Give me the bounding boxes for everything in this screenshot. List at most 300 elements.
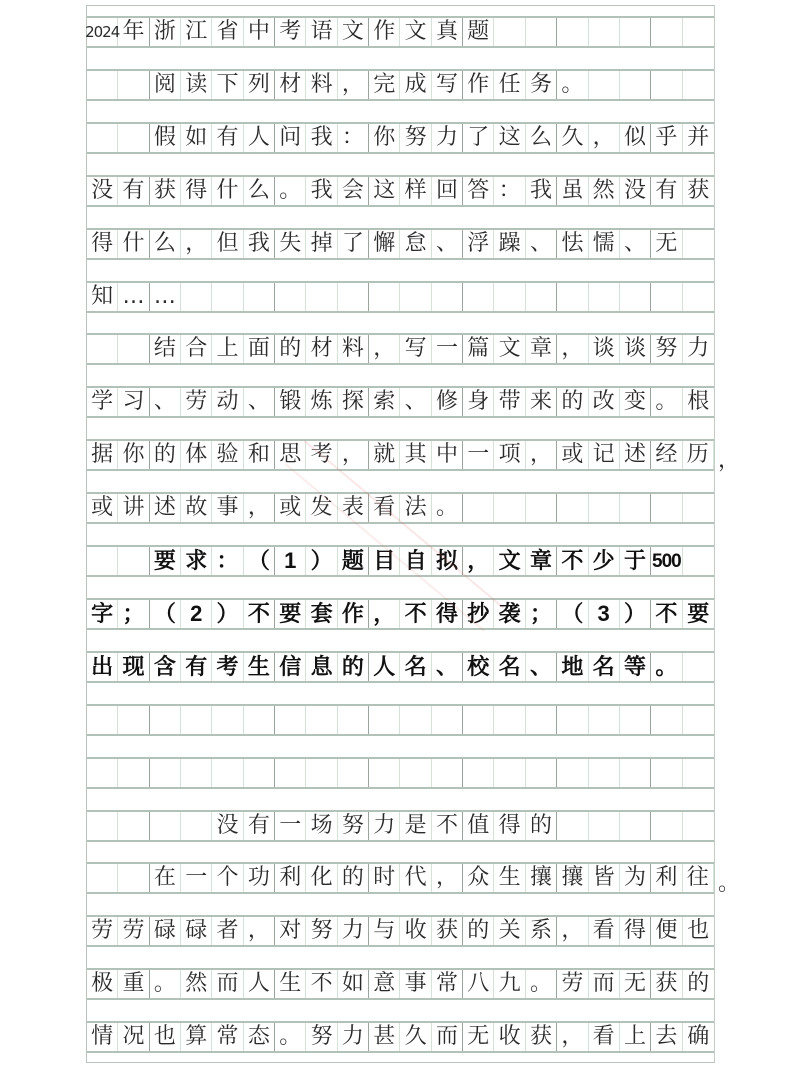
grid-cell: 有 (244, 812, 275, 840)
grid-cell: 皆 (589, 864, 620, 892)
grid-cell (87, 547, 118, 575)
grid-cell: 考 (212, 653, 243, 681)
grid-cell (338, 706, 369, 734)
grid-cell (369, 706, 400, 734)
grid-cell (463, 706, 494, 734)
grid-cell (557, 18, 588, 46)
grid-cell: 不 (244, 600, 275, 628)
grid-cell: ， (432, 864, 463, 892)
grid-cell: 什 (118, 230, 149, 258)
grid-cell (526, 494, 557, 522)
grid-cell (651, 706, 682, 734)
grid-cell: 读 (181, 71, 212, 99)
grid-cell: 文 (494, 335, 525, 363)
grid-cell: 修 (432, 388, 463, 416)
grid-cell (683, 759, 714, 787)
grid-cell: 江 (181, 18, 212, 46)
grid-cell: 索 (369, 388, 400, 416)
grid-cell: … (150, 283, 181, 311)
grid-cell: 久 (557, 124, 588, 152)
grid-cell (181, 706, 212, 734)
grid-cell: 懈 (369, 230, 400, 258)
grid-cell: 我 (244, 230, 275, 258)
grid-cell: 。 (275, 177, 306, 205)
grid-cell: 述 (150, 494, 181, 522)
grid-cell: 甚 (369, 1023, 400, 1051)
grid-cell: 收 (400, 917, 431, 945)
grid-cell: 。 (432, 494, 463, 522)
grid-cell: 是 (400, 812, 431, 840)
grid-cell: ， (557, 917, 588, 945)
grid-cell: 文 (400, 18, 431, 46)
grid-cell: 的 (150, 441, 181, 469)
grid-cell: 、 (526, 230, 557, 258)
grid-cell (306, 706, 337, 734)
grid-cell: 作 (463, 71, 494, 99)
grid-cell: 你 (369, 124, 400, 152)
grid-cell: … (118, 283, 149, 311)
grid-cell: 无 (620, 970, 651, 998)
grid-cell: 如 (338, 970, 369, 998)
grid-cell: ， (181, 230, 212, 258)
grid-cell: 在 (150, 864, 181, 892)
grid-cell: 态 (244, 1023, 275, 1051)
grid-cell: 现 (118, 653, 149, 681)
grid-row (87, 69, 714, 101)
grid-cell: 值 (463, 812, 494, 840)
grid-cell (557, 706, 588, 734)
grid-cell: 的 (557, 388, 588, 416)
grid-cell: 掉 (306, 230, 337, 258)
grid-cell: 作 (369, 18, 400, 46)
grid-cell: 生 (494, 864, 525, 892)
grid-cell: 获 (526, 1023, 557, 1051)
grid-cell: ） (306, 547, 337, 575)
grid-row (87, 862, 741, 897)
grid-cell (150, 706, 181, 734)
grid-cell (526, 759, 557, 787)
grid-cell: 章 (526, 547, 557, 575)
grid-cell (181, 812, 212, 840)
grid-cell: 务 (526, 71, 557, 99)
grid-cell: 样 (400, 177, 431, 205)
grid-cell: 1 (275, 547, 306, 575)
grid-cell: 的 (338, 653, 369, 681)
grid-cell: 我 (526, 177, 557, 205)
grid-cell: 怠 (400, 230, 431, 258)
grid-row (87, 968, 714, 1000)
composition-grid-paper (85, 5, 741, 1063)
grid-cell: 利 (651, 864, 682, 892)
grid-cell (589, 71, 620, 99)
grid-cell: 看 (589, 917, 620, 945)
grid-row (87, 651, 714, 683)
grid-cell: 无 (463, 1023, 494, 1051)
grid-cell: 出 (87, 653, 118, 681)
overflow-punctuation: 。 (718, 871, 741, 897)
grid-cell: 利 (275, 864, 306, 892)
grid-cell: 考 (275, 18, 306, 46)
grid-cell: 力 (687, 336, 710, 362)
grid-cell: 得 (494, 812, 525, 840)
grid-cell: 懦 (589, 230, 620, 258)
grid-cell: 常 (212, 1023, 243, 1051)
grid-cell: 什 (212, 177, 243, 205)
grid-cell: 锻 (275, 388, 306, 416)
grid-row (87, 175, 714, 207)
grid-cell: 发 (306, 494, 337, 522)
grid-cell: 袭 (494, 600, 525, 628)
grid-cell: 努 (306, 1023, 337, 1051)
grid-cell (275, 283, 306, 311)
grid-cell (244, 706, 275, 734)
grid-cell (651, 283, 682, 311)
grid-cell (683, 18, 714, 46)
grid-cell: 字 (87, 600, 118, 628)
grid-cell: 料 (306, 71, 337, 99)
grid-cell (651, 759, 682, 787)
grid-cell: 名 (494, 653, 525, 681)
grid-cell (683, 547, 714, 575)
grid-cell: 要 (275, 600, 306, 628)
grid-cell (651, 812, 682, 840)
grid-cell (557, 283, 588, 311)
grid-cell: ， (369, 600, 400, 628)
grid-cell: 写 (400, 335, 431, 363)
grid-cell (87, 335, 118, 363)
grid-cell: 如 (181, 124, 212, 152)
grid-cell: 功 (244, 864, 275, 892)
grid-cell (87, 812, 118, 840)
grid-row (87, 545, 714, 577)
grid-cell: 谈 (589, 335, 620, 363)
grid-row (87, 386, 714, 418)
grid-cell: 一 (181, 864, 212, 892)
grid-cell: 碌 (150, 917, 181, 945)
grid-cell: 八 (463, 970, 494, 998)
grid-cell: 任 (494, 71, 525, 99)
grid-cell: 努 (651, 335, 682, 363)
grid-cell: ， (369, 335, 400, 363)
grid-row (87, 1021, 714, 1053)
grid-cell: 目 (369, 547, 400, 575)
grid-cell: 失 (275, 230, 306, 258)
grid-cell: 材 (306, 335, 337, 363)
grid-cell (306, 759, 337, 787)
grid-cell: 似 (620, 124, 651, 152)
grid-cell: 去 (651, 1023, 682, 1051)
grid-cell: 你 (118, 441, 149, 469)
grid-cell: 常 (432, 970, 463, 998)
grid-cell: 并 (687, 124, 710, 150)
grid-cell: 也 (687, 918, 710, 944)
grid-cell: 上 (620, 1023, 651, 1051)
grid-cell: 和 (244, 441, 275, 469)
grid-cell: 关 (494, 917, 525, 945)
grid-cell: 攘 (557, 864, 588, 892)
grid-cell: 力 (369, 812, 400, 840)
grid-row (87, 16, 714, 48)
grid-cell: 不 (557, 547, 588, 575)
grid-cell (526, 706, 557, 734)
grid-cell: 久 (400, 1023, 431, 1051)
grid-cell (400, 759, 431, 787)
grid-cell (244, 759, 275, 787)
grid-cell: 我 (306, 177, 337, 205)
grid-cell: 含 (150, 653, 181, 681)
grid-row (87, 757, 714, 789)
grid-cell: 确 (687, 1024, 710, 1050)
grid-cell: 2024 (87, 18, 118, 46)
grid-cell: 据 (87, 441, 118, 469)
grid-cell (306, 283, 337, 311)
grid-cell: 便 (651, 917, 682, 945)
grid-cell: 有 (651, 177, 682, 205)
grid-row (87, 704, 714, 736)
grid-cell: ； (118, 600, 149, 628)
grid-cell: 人 (369, 653, 400, 681)
grid-cell: 的 (338, 864, 369, 892)
grid-cell (275, 706, 306, 734)
grid-cell: 列 (244, 71, 275, 99)
grid-cell: 文 (338, 18, 369, 46)
grid-cell: 炼 (306, 388, 337, 416)
grid-cell: 但 (212, 230, 243, 258)
grid-cell: 我 (306, 124, 337, 152)
grid-cell (369, 759, 400, 787)
grid-cell (557, 759, 588, 787)
grid-cell: 有 (212, 124, 243, 152)
grid-cell: 求 (181, 547, 212, 575)
grid-cell (651, 18, 682, 46)
grid-cell (620, 283, 651, 311)
grid-cell: 生 (275, 970, 306, 998)
grid-cell: 上 (212, 335, 243, 363)
grid-cell: 。 (275, 1023, 306, 1051)
grid-cell: 法 (400, 494, 431, 522)
grid-cell: 努 (400, 124, 431, 152)
grid-cell: 身 (463, 388, 494, 416)
grid-cell: 怯 (557, 230, 588, 258)
grid-cell: 要 (150, 547, 181, 575)
grid-cell: 乎 (651, 124, 682, 152)
grid-cell: 况 (118, 1023, 149, 1051)
grid-cell: 息 (306, 653, 337, 681)
grid-cell: 一 (432, 335, 463, 363)
grid-cell: 、 (526, 653, 557, 681)
grid-cell (620, 812, 651, 840)
grid-cell (494, 759, 525, 787)
grid-cell (526, 18, 557, 46)
grid-cell (589, 759, 620, 787)
grid-cell (87, 864, 118, 892)
grid-cell: 没 (212, 812, 243, 840)
grid-cell: 重 (118, 970, 149, 998)
grid-cell: 回 (432, 177, 463, 205)
grid-cell: 变 (620, 388, 651, 416)
grid-cell: 意 (369, 970, 400, 998)
grid-cell (589, 283, 620, 311)
grid-cell: 的 (275, 335, 306, 363)
grid-cell: 力 (338, 917, 369, 945)
grid-cell: 答 (463, 177, 494, 205)
grid-cell: 系 (526, 917, 557, 945)
grid-cell: 中 (432, 441, 463, 469)
grid-cell: （ (150, 600, 181, 628)
grid-cell: 探 (338, 388, 369, 416)
grid-cell: 获 (651, 970, 682, 998)
grid-cell: 场 (306, 812, 337, 840)
grid-cell (212, 283, 243, 311)
grid-cell (432, 706, 463, 734)
grid-cell (683, 230, 714, 258)
grid-cell (338, 283, 369, 311)
grid-cell: 力 (338, 1023, 369, 1051)
grid-cell: 而 (432, 1023, 463, 1051)
grid-cell: 为 (620, 864, 651, 892)
grid-cell: 其 (400, 441, 431, 469)
grid-cell: 谈 (620, 335, 651, 363)
grid-cell: 要 (687, 600, 710, 626)
grid-cell: 生 (244, 653, 275, 681)
grid-cell: 抄 (463, 600, 494, 628)
grid-cell (400, 706, 431, 734)
grid-cell: ， (557, 1023, 588, 1051)
grid-cell: 题 (463, 18, 494, 46)
grid-cell: 获 (687, 177, 710, 203)
grid-cell (494, 18, 525, 46)
grid-cell: 或 (275, 494, 306, 522)
grid-cell (400, 283, 431, 311)
grid-cell: 习 (118, 388, 149, 416)
grid-cell (589, 18, 620, 46)
grid-cell: 么 (526, 124, 557, 152)
grid-cell: 自 (400, 547, 431, 575)
grid-cell: 人 (244, 124, 275, 152)
grid-cell: 么 (150, 230, 181, 258)
grid-cell: ， (463, 547, 494, 575)
grid-cell: 么 (244, 177, 275, 205)
grid-cell: 根 (687, 389, 710, 415)
grid-cell: 、 (620, 230, 651, 258)
grid-cell: 拟 (432, 547, 463, 575)
grid-cell: ： (212, 547, 243, 575)
grid-cell: 篇 (463, 335, 494, 363)
grid-cell: 虽 (557, 177, 588, 205)
grid-cell (683, 706, 714, 734)
grid-cell: 假 (150, 124, 181, 152)
grid-row (87, 598, 714, 630)
grid-cell: 而 (212, 970, 243, 998)
grid-cell: 一 (463, 441, 494, 469)
grid-cell (557, 812, 588, 840)
grid-cell: 校 (463, 653, 494, 681)
grid-cell (432, 759, 463, 787)
grid-row (87, 810, 714, 842)
grid-cell: 而 (589, 970, 620, 998)
grid-cell: 劳 (557, 970, 588, 998)
grid-cell (118, 124, 149, 152)
grid-cell: 这 (369, 177, 400, 205)
grid-cell: 料 (338, 335, 369, 363)
grid-cell: 一 (275, 812, 306, 840)
grid-cell: 看 (589, 1023, 620, 1051)
grid-cell: 名 (400, 653, 431, 681)
grid-cell: 讲 (118, 494, 149, 522)
grid-cell: 来 (526, 388, 557, 416)
grid-cell: 不 (400, 600, 431, 628)
grid-row (87, 439, 741, 474)
grid-cell (589, 706, 620, 734)
grid-cell: 算 (181, 1023, 212, 1051)
grid-cell (463, 494, 494, 522)
grid-cell: 2 (181, 600, 212, 628)
grid-cell (118, 71, 149, 99)
grid-cell: 作 (338, 600, 369, 628)
grid-cell: ） (620, 600, 651, 628)
grid-cell (87, 706, 118, 734)
grid-cell: ， (338, 441, 369, 469)
grid-cell (118, 812, 149, 840)
grid-cell: 、 (432, 653, 463, 681)
grid-cell: 成 (400, 71, 431, 99)
grid-cell (432, 283, 463, 311)
grid-cell (118, 335, 149, 363)
grid-cell: 信 (275, 653, 306, 681)
grid-cell: 述 (620, 441, 651, 469)
grid-cell: ） (212, 600, 243, 628)
grid-cell (118, 759, 149, 787)
grid-cell: 获 (432, 917, 463, 945)
grid-cell: 章 (526, 335, 557, 363)
grid-cell (87, 124, 118, 152)
grid-cell: 不 (306, 970, 337, 998)
grid-cell: 会 (338, 177, 369, 205)
grid-cell: 等 (620, 653, 651, 681)
grid-cell (212, 759, 243, 787)
grid-cell: ， (244, 494, 275, 522)
grid-cell (620, 71, 651, 99)
grid-cell: 经 (651, 441, 682, 469)
grid-cell: 事 (212, 494, 243, 522)
grid-cell: 学 (87, 388, 118, 416)
grid-cell: 躁 (494, 230, 525, 258)
grid-cell: 问 (275, 124, 306, 152)
grid-cell (338, 759, 369, 787)
grid-cell (87, 71, 118, 99)
grid-cell: 3 (589, 600, 620, 628)
grid-cell: 少 (589, 547, 620, 575)
grid-cell: 。 (150, 970, 181, 998)
grid-cell: 努 (338, 812, 369, 840)
grid-cell: ， (526, 441, 557, 469)
grid-cell: 这 (494, 124, 525, 152)
grid-cell: 动 (212, 388, 243, 416)
grid-cell: 有 (181, 653, 212, 681)
grid-cell (651, 494, 682, 522)
grid-cell (494, 706, 525, 734)
grid-cell (212, 706, 243, 734)
grid-cell (369, 283, 400, 311)
grid-cell (463, 283, 494, 311)
grid-cell: 不 (432, 812, 463, 840)
grid-cell: （ (244, 547, 275, 575)
grid-cell: 、 (432, 230, 463, 258)
grid-cell: 写 (432, 71, 463, 99)
grid-cell: 表 (338, 494, 369, 522)
grid-cell: ， (589, 124, 620, 152)
grid-cell: 、 (400, 388, 431, 416)
